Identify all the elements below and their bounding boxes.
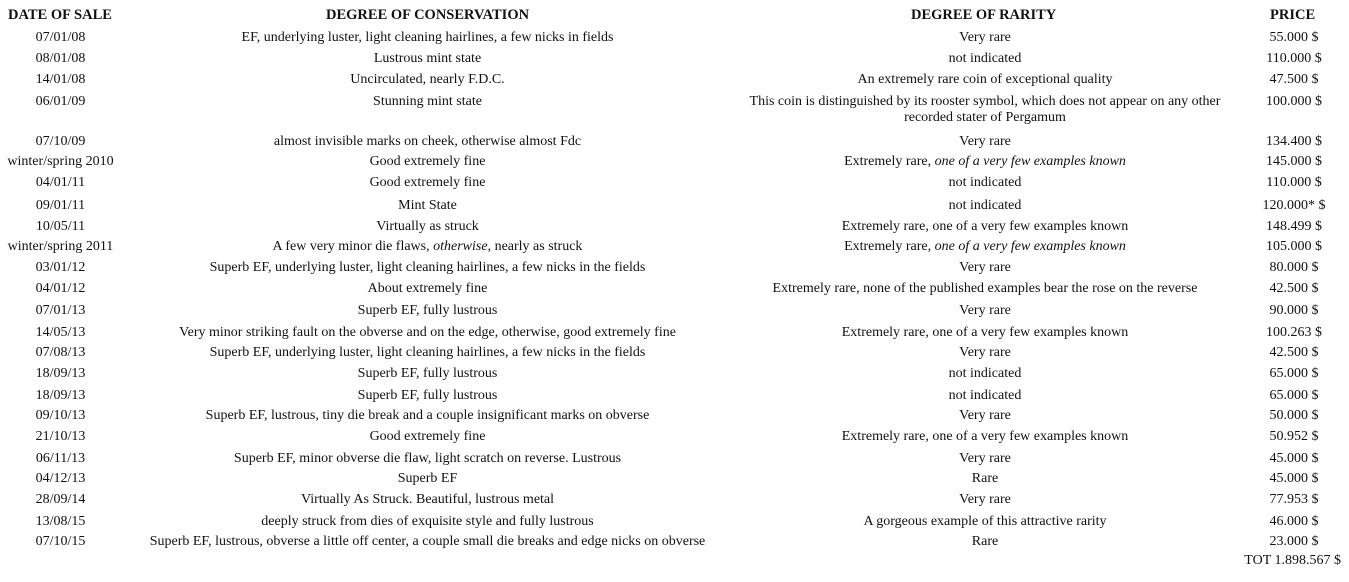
rarity-cell-text: Very rare: [959, 303, 1011, 318]
rarity-cell: [735, 514, 1235, 530]
header-degree-of-rarity: DEGREE OF RARITY: [911, 7, 1057, 23]
sale-date-text: 07/10/09: [35, 134, 86, 149]
rarity-cell: [735, 325, 1235, 341]
price-cell-text: 134.400 $: [1266, 134, 1322, 149]
conservation-cell: [120, 451, 735, 467]
conservation-cell-text: Superb EF: [397, 471, 458, 486]
rarity-cell-text: Very rare: [959, 492, 1011, 507]
conservation-cell-text: About extremely fine: [367, 281, 488, 296]
rarity-cell-text: not indicated: [948, 366, 1022, 381]
sale-date: [0, 154, 121, 170]
conservation-cell: [120, 281, 735, 297]
conservation-cell: [120, 388, 735, 404]
conservation-cell-text: Superb EF, underlying luster, light cleaning hairlines, a few nicks in the fields: [209, 345, 646, 360]
price-cell: [1238, 219, 1349, 235]
sale-date: [0, 451, 121, 467]
price-cell-text: 55.000 $: [1269, 30, 1319, 45]
sale-date-text: 21/10/13: [35, 429, 86, 444]
sale-date: [0, 260, 121, 276]
conservation-cell: [120, 471, 735, 487]
conservation-cell: [120, 534, 735, 550]
sale-date: [0, 429, 121, 445]
rarity-cell: [735, 260, 1235, 276]
sale-date-text: 28/09/14: [35, 492, 86, 507]
conservation-cell-italic-text: otherwise: [433, 239, 488, 254]
table-header: [0, 7, 1349, 27]
conservation-cell: [120, 239, 735, 255]
conservation-cell-text: Good extremely fine: [369, 154, 486, 169]
price-cell: [1238, 154, 1349, 170]
rarity-cell: [735, 366, 1235, 382]
price-cell: [1238, 260, 1349, 276]
sale-date: [0, 281, 121, 297]
rarity-cell-text: An extremely rare coin of exceptional quality: [857, 72, 1113, 87]
price-cell: [1238, 72, 1349, 88]
price-cell-text: 148.499 $: [1266, 219, 1322, 234]
conservation-cell-text: almost invisible marks on cheek, otherwise almost Fdc: [273, 134, 582, 149]
rarity-cell-text: Very rare: [959, 30, 1011, 45]
rarity-cell: [735, 471, 1235, 487]
conservation-cell-text: Virtually As Struck. Beautiful, lustrous metal: [300, 492, 555, 507]
price-cell-text: 100.000 $: [1266, 94, 1322, 109]
rarity-cell: [735, 408, 1235, 424]
sale-date-text: winter/spring 2010: [7, 154, 114, 169]
sale-date: [0, 134, 121, 150]
rarity-cell: [735, 388, 1235, 404]
rarity-cell: [735, 345, 1235, 361]
conservation-cell-text: Superb EF, underlying luster, light cleaning hairlines, a few nicks in the fields: [209, 260, 646, 275]
sale-date-text: 09/10/13: [35, 408, 86, 423]
conservation-cell: [120, 366, 735, 382]
price-cell-text: 105.000 $: [1266, 239, 1322, 254]
sale-date-text: 06/11/13: [35, 451, 86, 466]
sale-date: [0, 366, 121, 382]
sale-date-text: 07/01/08: [35, 30, 86, 45]
rarity-cell: [735, 51, 1235, 67]
rarity-cell-italic-text: one of a very few examples known: [934, 154, 1126, 169]
header-price: PRICE: [1270, 7, 1316, 23]
sale-date: [0, 51, 121, 67]
rarity-cell-text: Extremely rare, one of a very few examples known: [841, 429, 1129, 444]
conservation-cell: [120, 303, 735, 319]
price-cell-text: 46.000 $: [1269, 514, 1319, 529]
rarity-cell-text: A gorgeous example of this attractive rarity: [863, 514, 1107, 529]
sale-date: [0, 345, 121, 361]
rarity-cell: [735, 175, 1235, 191]
rarity-cell: [735, 239, 1235, 255]
conservation-cell-trailing-text: , nearly as struck: [487, 239, 583, 254]
rarity-cell-text: Rare: [971, 534, 999, 549]
sale-date: [0, 514, 121, 530]
conservation-cell-text: deeply struck from dies of exquisite style and fully lustrous: [261, 514, 594, 529]
header-degree-of-conservation: DEGREE OF CONSERVATION: [326, 7, 530, 23]
sale-date-text: 04/01/11: [35, 175, 86, 190]
price-cell-text: 23.000 $: [1269, 534, 1319, 549]
price-cell: [1238, 281, 1349, 297]
conservation-cell: [120, 134, 735, 150]
conservation-cell: [120, 30, 735, 46]
sale-date: [0, 72, 121, 88]
price-cell: [1238, 239, 1349, 255]
sale-date-text: 04/12/13: [35, 471, 86, 486]
price-cell: [1238, 325, 1349, 341]
price-cell-text: 120.000* $: [1262, 198, 1326, 213]
rarity-cell-text: Very rare: [959, 451, 1011, 466]
conservation-cell: [120, 51, 735, 67]
sale-date-text: 07/10/15: [35, 534, 86, 549]
conservation-cell-text: A few very minor die flaws,: [272, 239, 430, 254]
sale-date: [0, 492, 121, 508]
price-cell-text: 110.000 $: [1266, 175, 1322, 190]
sale-date-text: 04/01/12: [35, 281, 86, 296]
sale-date-text: winter/spring 2011: [7, 239, 114, 254]
price-cell: [1238, 175, 1349, 191]
rarity-cell: [735, 134, 1235, 150]
header-date-of-sale: DATE OF SALE: [8, 7, 112, 23]
price-cell-text: 65.000 $: [1269, 388, 1319, 403]
conservation-cell: [120, 198, 735, 214]
conservation-cell: [120, 408, 735, 424]
price-cell: [1238, 94, 1349, 110]
price-cell-text: 145.000 $: [1266, 154, 1322, 169]
conservation-cell-text: Superb EF, fully lustrous: [357, 366, 498, 381]
price-cell: [1238, 514, 1349, 530]
conservation-cell: [120, 260, 735, 276]
sale-date: [0, 94, 121, 110]
rarity-cell-text: Extremely rare,: [844, 239, 932, 254]
sale-date-text: 03/01/12: [35, 260, 86, 275]
sale-date: [0, 471, 121, 487]
rarity-cell-text: not indicated: [948, 198, 1022, 213]
sale-date: [0, 408, 121, 424]
sale-date: [0, 198, 121, 214]
sale-date-text: 14/05/13: [35, 325, 86, 340]
price-cell: [1238, 303, 1349, 319]
rarity-cell-text: Rare: [971, 471, 999, 486]
rarity-cell-text: not indicated: [948, 388, 1022, 403]
conservation-cell-text: Mint State: [398, 198, 457, 213]
conservation-cell: [120, 325, 735, 341]
conservation-cell: [120, 345, 735, 361]
rarity-cell: [735, 303, 1235, 319]
rarity-cell: [735, 72, 1235, 88]
price-cell: [1238, 534, 1349, 550]
sale-date: [0, 534, 121, 550]
conservation-cell-text: EF, underlying luster, light cleaning hairlines, a few nicks in fields: [241, 30, 614, 45]
rarity-cell-text: Very rare: [959, 345, 1011, 360]
rarity-cell-text: Very rare: [959, 134, 1011, 149]
conservation-cell-text: Superb EF, minor obverse die flaw, light scratch on reverse. Lustrous: [233, 451, 622, 466]
sale-date: [0, 325, 121, 341]
sale-date-text: 10/05/11: [35, 219, 86, 234]
price-cell: [1238, 471, 1349, 487]
price-cell-text: 45.000 $: [1269, 471, 1319, 486]
price-cell: [1238, 408, 1349, 424]
conservation-cell-text: Superb EF, lustrous, tiny die break and a couple insignificant marks on obverse: [205, 408, 650, 423]
conservation-cell: [120, 72, 735, 88]
rarity-cell-text: Very rare: [959, 408, 1011, 423]
rarity-cell-text: not indicated: [948, 175, 1022, 190]
rarity-cell-text: Extremely rare, none of the published examples bear the rose on the reverse: [772, 281, 1198, 296]
price-cell: [1238, 30, 1349, 46]
conservation-cell: [120, 514, 735, 530]
price-cell-text: 50.952 $: [1269, 429, 1319, 444]
sale-date: [0, 303, 121, 319]
price-cell-text: 90.000 $: [1269, 303, 1319, 318]
rarity-cell: [735, 94, 1235, 126]
conservation-cell: [120, 492, 735, 508]
price-cell: [1238, 366, 1349, 382]
sale-date: [0, 239, 121, 255]
conservation-cell-text: Lustrous mint state: [373, 51, 482, 66]
rarity-cell-text: This coin is distinguished by its rooster symbol, which does not appear on any other recorded stater of Pergamum: [749, 94, 1221, 125]
sale-date-text: 07/08/13: [35, 345, 86, 360]
rarity-cell-italic-text: one of a very few examples known: [934, 239, 1126, 254]
price-cell: [1238, 198, 1349, 214]
sale-date-text: 09/01/11: [35, 198, 86, 213]
rarity-cell-text: Extremely rare,: [844, 154, 932, 169]
rarity-cell: [735, 281, 1235, 297]
conservation-cell-text: Uncirculated, nearly F.D.C.: [350, 72, 505, 87]
price-cell: [1238, 492, 1349, 508]
rarity-cell-text: Very rare: [959, 260, 1011, 275]
rarity-cell: [735, 451, 1235, 467]
price-cell-text: 47.500 $: [1269, 72, 1319, 87]
sale-date-text: 08/01/08: [35, 51, 86, 66]
sale-date: [0, 219, 121, 235]
conservation-cell: [120, 429, 735, 445]
conservation-cell: [120, 175, 735, 191]
sale-date: [0, 175, 121, 191]
conservation-cell-text: Very minor striking fault on the obverse and on the edge, otherwise, good extremely fine: [179, 325, 676, 340]
conservation-cell-text: Good extremely fine: [369, 175, 486, 190]
price-cell: [1238, 451, 1349, 467]
rarity-cell: [735, 30, 1235, 46]
price-cell-text: 110.000 $: [1266, 51, 1322, 66]
price-cell-text: 45.000 $: [1269, 451, 1319, 466]
price-cell: [1238, 429, 1349, 445]
price-cell-text: 80.000 $: [1269, 260, 1319, 275]
rarity-cell-text: Extremely rare, one of a very few examples known: [841, 325, 1129, 340]
sale-date: [0, 388, 121, 404]
conservation-cell-text: Superb EF, fully lustrous: [357, 388, 498, 403]
sale-date-text: 13/08/15: [35, 514, 86, 529]
price-cell-text: 77.953 $: [1269, 492, 1319, 507]
sale-date-text: 07/01/13: [35, 303, 86, 318]
rarity-cell: [735, 429, 1235, 445]
price-cell-text: 50.000 $: [1269, 408, 1319, 423]
conservation-cell-text: Superb EF, lustrous, obverse a little off center, a couple small die breaks and edge nicks on obverse: [149, 534, 706, 549]
conservation-cell-text: Superb EF, fully lustrous: [357, 303, 498, 318]
total-price: TOT 1.898.567 $: [1244, 553, 1341, 568]
sale-date-text: 14/01/08: [35, 72, 86, 87]
sale-date-text: 18/09/13: [35, 388, 86, 403]
conservation-cell: [120, 219, 735, 235]
conservation-cell: [120, 154, 735, 170]
rarity-cell-text: Extremely rare, one of a very few examples known: [841, 219, 1129, 234]
price-cell: [1238, 388, 1349, 404]
price-cell-text: 100.263 $: [1266, 325, 1322, 340]
rarity-cell: [735, 198, 1235, 214]
sale-date: [0, 30, 121, 46]
conservation-cell-text: Good extremely fine: [369, 429, 486, 444]
rarity-cell: [735, 154, 1235, 170]
price-cell-text: 65.000 $: [1269, 366, 1319, 381]
price-cell-text: 42.500 $: [1269, 281, 1319, 296]
price-cell: [1238, 51, 1349, 67]
rarity-cell: [735, 219, 1235, 235]
price-cell: [1238, 134, 1349, 150]
price-cell: [1238, 345, 1349, 361]
rarity-cell-text: not indicated: [948, 51, 1022, 66]
rarity-cell: [735, 534, 1235, 550]
price-cell-text: 42.500 $: [1269, 345, 1319, 360]
conservation-cell-text: Virtually as struck: [376, 219, 479, 234]
conservation-cell: [120, 94, 735, 110]
rarity-cell: [735, 492, 1235, 508]
conservation-cell-text: Stunning mint state: [373, 94, 482, 109]
sale-date-text: 06/01/09: [35, 94, 86, 109]
sale-date-text: 18/09/13: [35, 366, 86, 381]
